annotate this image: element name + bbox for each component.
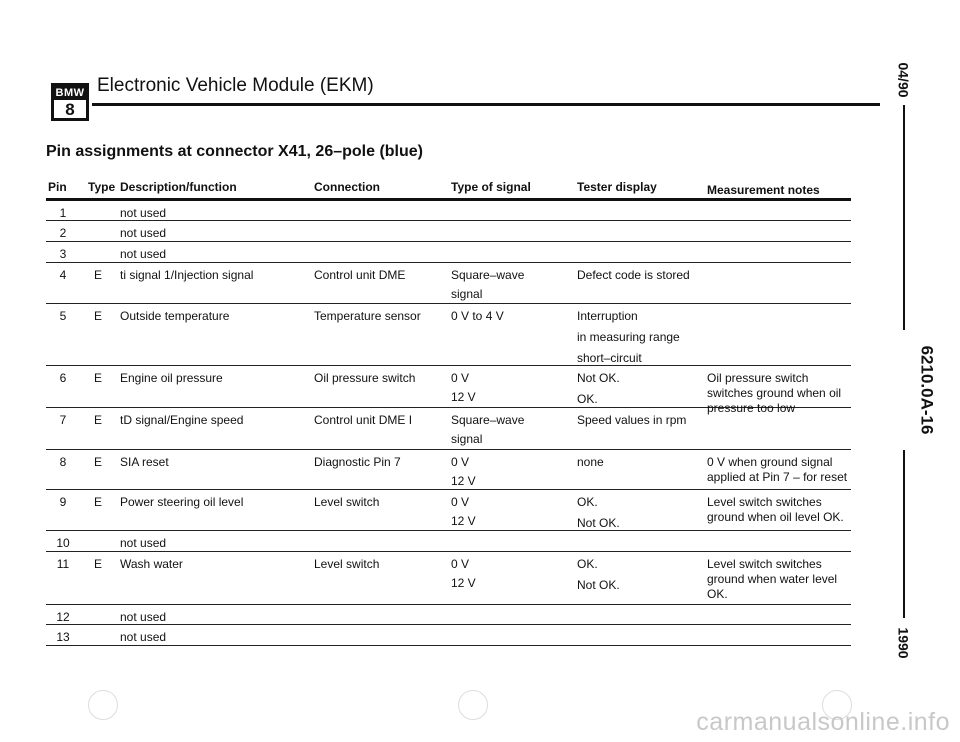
cell-pin: 8 [59, 455, 67, 469]
table-header [46, 180, 851, 198]
cell-signal-type: 0 V [451, 557, 470, 571]
cell-type: E [94, 557, 103, 571]
cell-description: ti signal 1/Injection signal [120, 268, 254, 282]
cell-type: E [94, 268, 103, 282]
cell-description: not used [120, 226, 167, 240]
cell-description: not used [120, 610, 167, 624]
cell-pin: 1 [59, 206, 67, 220]
header-signal-type: Type of signal [451, 180, 531, 194]
watermark: carmanualsonline.info [696, 708, 950, 736]
table-row [46, 625, 851, 646]
cell-tester-display: Not OK. [577, 371, 620, 385]
cell-description: SIA reset [120, 455, 169, 469]
cell-pin: 2 [59, 226, 67, 240]
cell-type: E [94, 413, 103, 427]
header-pin: Pin [48, 180, 67, 194]
cell-description: not used [120, 536, 167, 550]
header-type: Type [88, 180, 116, 194]
cell-pin: 4 [59, 268, 67, 282]
document-title: Electronic Vehicle Module (EKM) [97, 75, 374, 96]
cell-pin: 9 [59, 495, 67, 509]
side-label-year: 1990 [896, 627, 912, 659]
cell-signal-type: signal [451, 432, 483, 446]
punch-hole-mark [88, 690, 118, 720]
cell-tester-display: short–circuit [577, 351, 642, 365]
cell-signal-type: Square–wave [451, 413, 525, 427]
cell-tester-display: OK. [577, 392, 598, 406]
cell-description: Outside temperature [120, 309, 230, 323]
cell-description: Wash water [120, 557, 183, 571]
bmw-logo-text: BMW [55, 87, 85, 99]
cell-tester-display: none [577, 455, 604, 469]
table-row [46, 242, 851, 263]
cell-tester-display: Defect code is stored [577, 268, 690, 282]
cell-tester-display: Not OK. [577, 516, 620, 530]
table-row [46, 490, 851, 531]
cell-measurement-notes: Level switch switches ground when oil level OK. [707, 495, 844, 524]
table-body [46, 201, 851, 646]
cell-connection: Diagnostic Pin 7 [314, 455, 401, 469]
cell-signal-type: 12 V [451, 390, 476, 404]
cell-tester-display: Interruption [577, 309, 638, 323]
table-row [46, 201, 851, 221]
header-tester-display: Tester display [577, 180, 657, 194]
cell-signal-type: Square–wave [451, 268, 525, 282]
bmw-logo [51, 83, 89, 121]
cell-pin: 3 [59, 247, 67, 261]
table-row [46, 552, 851, 605]
title-rule [92, 103, 880, 106]
cell-description: not used [120, 206, 167, 220]
cell-pin: 13 [56, 630, 70, 644]
cell-tester-display: OK. [577, 557, 598, 571]
table-row [46, 531, 851, 552]
cell-description: not used [120, 630, 167, 644]
cell-type: E [94, 309, 103, 323]
cell-pin: 11 [56, 557, 70, 571]
cell-connection: Control unit DME I [314, 413, 413, 427]
cell-tester-display: Not OK. [577, 578, 620, 592]
cell-pin: 5 [59, 309, 67, 323]
cell-signal-type: 0 V [451, 495, 470, 509]
cell-signal-type: signal [451, 287, 483, 301]
cell-connection: Level switch [314, 557, 380, 571]
table-row [46, 605, 851, 625]
cell-signal-type: 12 V [451, 474, 476, 488]
cell-measurement-notes: 0 V when ground signal applied at Pin 7 – for reset [707, 455, 848, 484]
header-measurement-notes: Measurement notes [707, 183, 820, 197]
side-rule [903, 105, 905, 330]
table-row [46, 304, 851, 366]
table-row [46, 221, 851, 242]
header-description: Description/function [120, 180, 237, 194]
cell-description: Engine oil pressure [120, 371, 223, 385]
cell-connection: Oil pressure switch [314, 371, 416, 385]
table-row [46, 450, 851, 490]
side-margin [882, 60, 937, 680]
cell-connection: Level switch [314, 495, 380, 509]
cell-tester-display: Speed values in rpm [577, 413, 687, 427]
table-row [46, 366, 851, 415]
cell-type: E [94, 495, 103, 509]
table-row [46, 263, 851, 304]
side-label-doc-number: 6210.0A-16 [917, 345, 937, 435]
cell-signal-type: 0 V to 4 V [451, 309, 504, 323]
punch-hole-mark [458, 690, 488, 720]
cell-signal-type: 12 V [451, 576, 476, 590]
cell-signal-type: 0 V [451, 455, 470, 469]
section-title: Pin assignments at connector X41, 26–pole (blue) [46, 143, 423, 160]
cell-tester-display: in measuring range [577, 330, 680, 344]
cell-type: E [94, 371, 103, 385]
cell-description: not used [120, 247, 167, 261]
cell-measurement-notes: Oil pressure switch switches ground when oil pressure too low [707, 371, 842, 415]
side-label-date: 04/90 [895, 62, 912, 98]
cell-pin: 7 [59, 413, 67, 427]
cell-measurement-notes: Level switch switches ground when water level OK. [707, 557, 838, 601]
cell-tester-display: OK. [577, 495, 598, 509]
cell-signal-type: 0 V [451, 371, 470, 385]
bmw-logo-number: 8 [65, 100, 75, 119]
cell-description: tD signal/Engine speed [120, 413, 244, 427]
header-connection: Connection [314, 180, 380, 194]
cell-pin: 6 [59, 371, 67, 385]
table-row [46, 408, 851, 450]
pin-assignment-table [46, 180, 851, 646]
cell-pin: 12 [56, 610, 70, 624]
cell-signal-type: 12 V [451, 514, 476, 528]
cell-type: E [94, 455, 103, 469]
cell-connection: Temperature sensor [314, 309, 421, 323]
side-rule [903, 450, 905, 618]
cell-description: Power steering oil level [120, 495, 244, 509]
cell-pin: 10 [56, 536, 70, 550]
cell-connection: Control unit DME [314, 268, 406, 282]
